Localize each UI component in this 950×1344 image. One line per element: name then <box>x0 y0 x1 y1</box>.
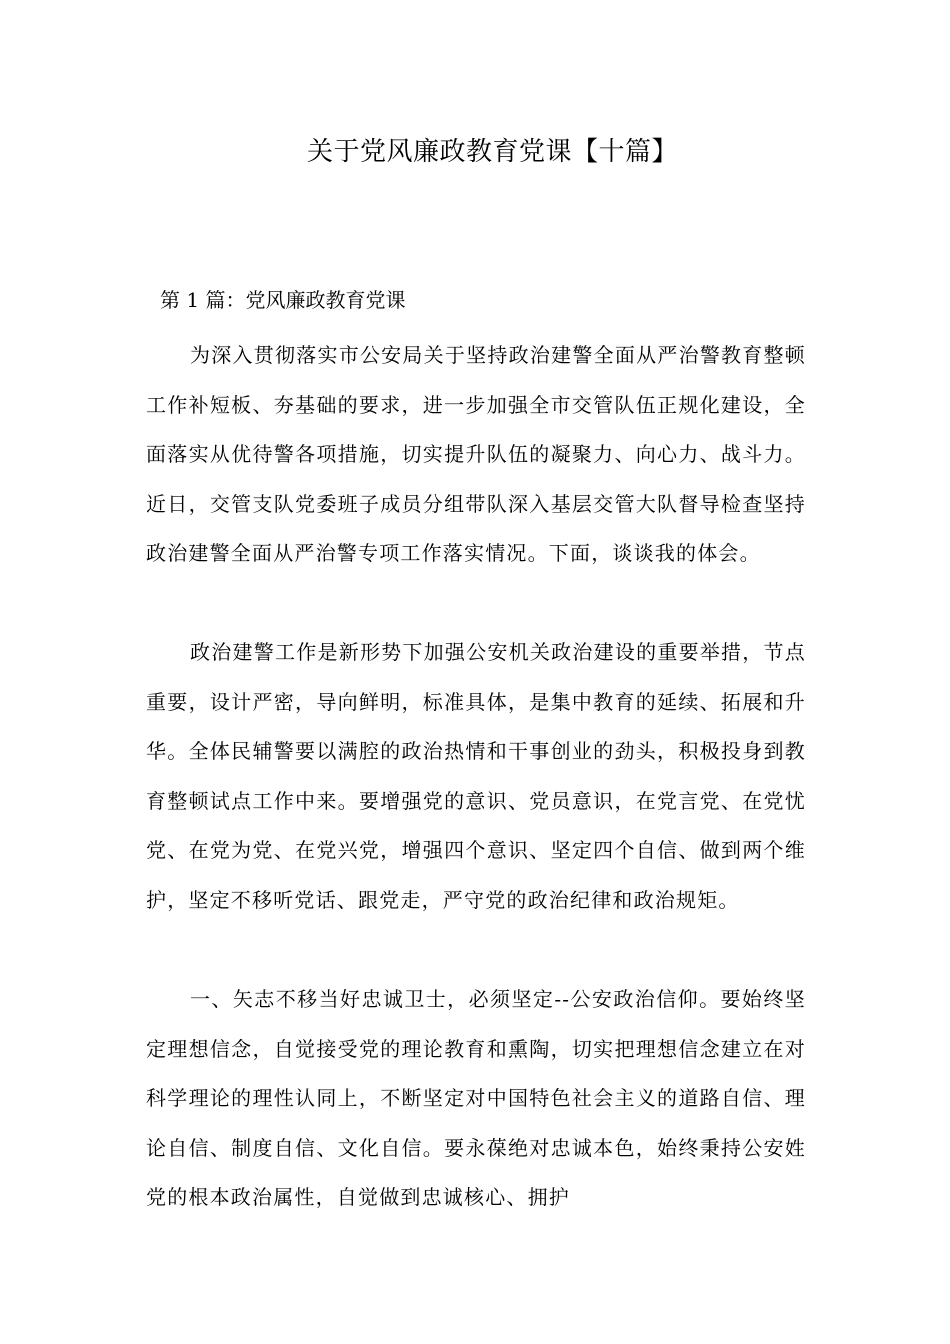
section-heading: 第 1 篇：党风廉政教育党课 <box>160 288 406 312</box>
paragraph-3: 一、矢志不移当好忠诚卫士，必须坚定--公安政治信仰。要始终坚定理想信念，自觉接受党的理论教育和熏陶，切实把理想信念建立在对科学理论的理性认同上，不断坚定对中国特色社会主义的道路自信、理论自信、制度自信、文化自信。要永葆绝对忠诚本色，始终秉持公安姓党的根本政治属性，自觉做到忠诚核心、拥护 <box>146 987 806 1209</box>
paragraph-1: 为深入贯彻落实市公安局关于坚持政治建警全面从严治警教育整顿工作补短板、夯基础的要求，进一步加强全市交管队伍正规化建设，全面落实从优待警各项措施，切实提升队伍的凝聚力、向心力、战斗力。近日，交管支队党委班子成员分组带队深入基层交管大队督导检查坚持政治建警全面从严治警专项工作落实情况。下面，谈谈我的体会。 <box>146 343 806 565</box>
document-title: 关于党风廉政教育党课【十篇】 <box>306 137 678 167</box>
paragraph-2: 政治建警工作是新形势下加强公安机关政治建设的重要举措，节点重要，设计严密，导向鲜明，标准具体，是集中教育的延续、拓展和升华。全体民辅警要以满腔的政治热情和干事创业的劲头，积极投身到教育整顿试点工作中来。要增强党的意识、党员意识，在党言党、在党忧党、在党为党、在党兴党，增强四个意识、坚定四个自信、做到两个维护，坚定不移听党话、跟党走，严守党的政治纪律和政治规矩。 <box>146 640 806 912</box>
